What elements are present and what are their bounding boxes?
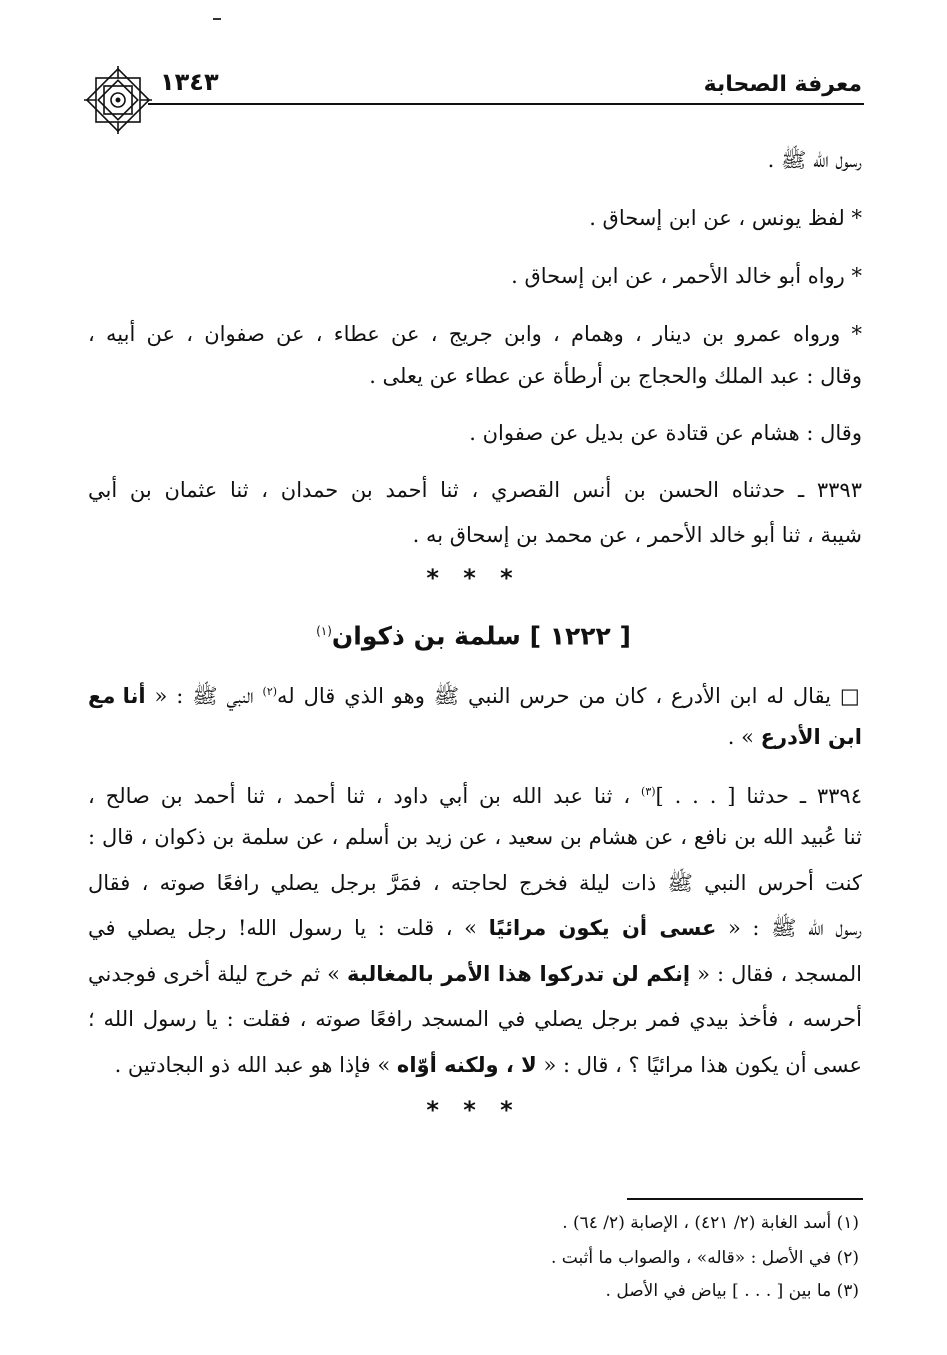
intro-text: النبي ﷺ : « [145, 684, 263, 708]
intro-text: □ يقال له ابن الأدرع ، كان من حرس النبي ﷺ وهو الذي قال له [277, 684, 862, 708]
footnote: (٣) ما بين [ . . . ] بياض في الأصل . [605, 1281, 859, 1301]
hadith-text: المسجد ، فقال : « [690, 962, 862, 986]
hadith-line [88, 913, 862, 943]
hadith-line [88, 777, 862, 811]
text-line: وقال : عبد الملك والحجاج بن أرطأة عن عطاء عن يعلى . [369, 364, 862, 388]
footnote: (١) أسد الغابة (٢/ ٤٢١) ، الإصابة (٢/ ٦٤) . [562, 1213, 859, 1233]
hadith-text: » ، قلت : يا رسول الله! رجل يصلي في [88, 916, 489, 940]
quote-bold: عسى أن يكون مرائيًا [488, 916, 717, 940]
running-header-title: معرفة الصحابة [703, 72, 862, 97]
hadith-line [115, 1050, 862, 1080]
text-line: * رواه أبو خالد الأحمر ، عن ابن إسحاق . [511, 264, 862, 288]
hadith-line [88, 959, 862, 989]
footnote-ref: (٣) [641, 785, 656, 798]
section-separator: * * * [426, 564, 521, 592]
hadith-line: ثنا عُبيد الله بن نافع ، عن هشام بن سعيد ، عن زيد بن أسلم ، عن سلمة بن ذكوان ، قال : [88, 825, 862, 849]
hadith-text: » فإذا هو عبد الله ذو البجادتين . [114, 1053, 397, 1077]
text-line: * لفظ يونس ، عن ابن إسحاق . [589, 206, 862, 230]
octagram-ornament-icon [82, 64, 154, 136]
page-number: ١٣٤٣ [160, 68, 219, 96]
header-rule [148, 103, 864, 105]
entry-heading [0, 614, 947, 653]
intro-line [728, 722, 862, 752]
hadith-text: » ثم خرج ليلة أخرى فوجدني [88, 962, 348, 986]
hadith-text: ٣٣٩٤ ـ حدثنا [ . . . ] [655, 784, 862, 808]
intro-line [88, 677, 862, 711]
footnote-ref: (٢) [262, 685, 278, 698]
hadith-line: أحرسه ، فأخذ بيدي فمر برجل يصلي في المسجد رافعًا صوته ، فقلت : يا رسول الله ؛ [88, 1007, 862, 1031]
text-line: رسول الله ﷺ . [767, 148, 862, 172]
entry-heading-text: [ ١٢٢٢ ] سلمة بن ذكوان [331, 621, 631, 651]
footnote: (٢) في الأصل : «قاله» ، والصواب ما أثبت . [550, 1248, 859, 1268]
text-line: شيبة ، ثنا أبو خالد الأحمر ، عن محمد بن إسحاق به . [412, 523, 862, 547]
footnote-ref: (١) [316, 624, 332, 638]
page-mark [213, 18, 221, 20]
footnote-rule [627, 1198, 863, 1200]
quote-bold: إنكم لن تدركوا هذا الأمر بالمغالبة [347, 962, 691, 986]
hadith-line: كنت أحرس النبي ﷺ ذات ليلة فخرج لحاجته ، فمَرَّ برجل يصلي رافعًا صوته ، فقال [88, 871, 862, 895]
hadith-text: عسى أن يكون هذا مرائيًا ؟ ، قال : « [536, 1053, 862, 1077]
hadith-text: ، ثنا عبد الله بن أبي داود ، ثنا أحمد ، ثنا أحمد بن صالح ، [88, 784, 642, 808]
quote-bold: ابن الأدرع [760, 725, 862, 749]
hadith-text: رسول الله ﷺ : « [716, 916, 862, 940]
text-line: * ورواه عمرو بن دينار ، وهمام ، وابن جريج ، عن عطاء ، عن صفوان ، عن أبيه ، [88, 322, 862, 346]
text-line: ٣٣٩٣ ـ حدثناه الحسن بن أنس القصري ، ثنا أحمد بن حمدان ، ثنا عثمان بن أبي [88, 478, 862, 502]
quote-bold: لا ، ولكنه أوّاه [396, 1053, 537, 1077]
quote-bold: أنا مع [88, 684, 146, 708]
section-separator: * * * [426, 1096, 521, 1124]
intro-text: » . [727, 725, 761, 749]
text-line: وقال : هشام عن قتادة عن بديل عن صفوان . [469, 421, 862, 445]
